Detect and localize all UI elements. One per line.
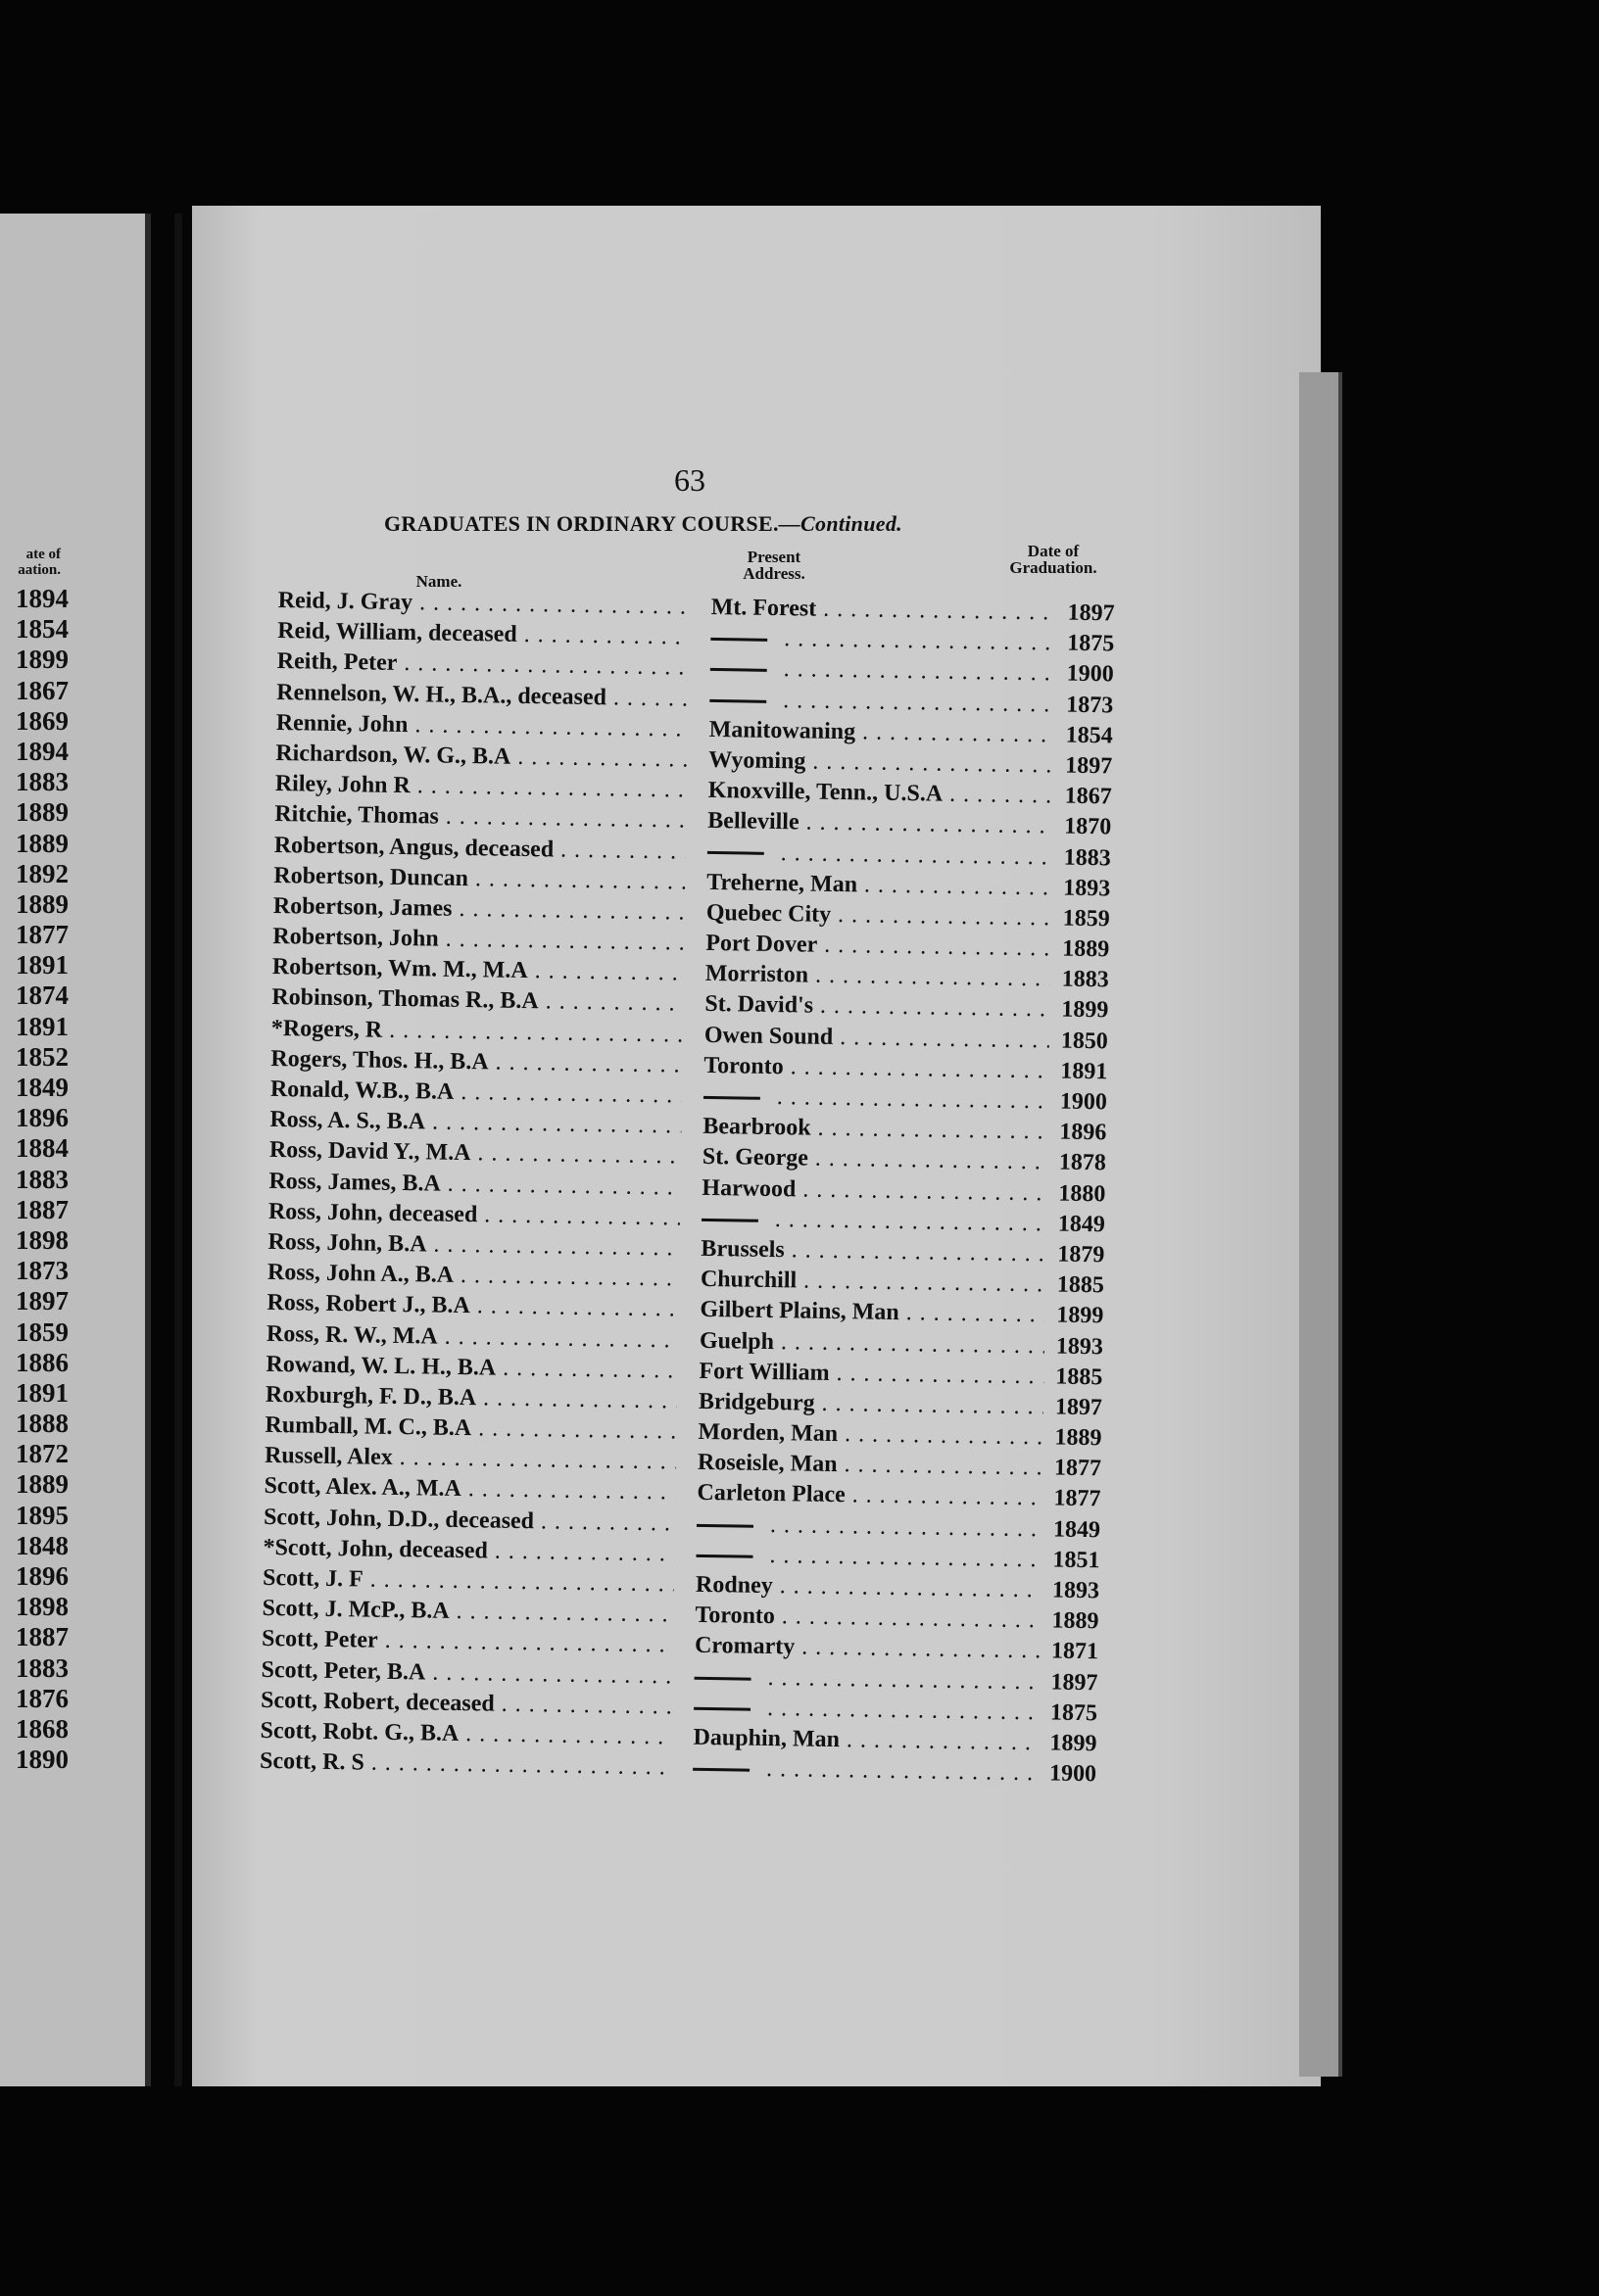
column-header-address: Present Address.: [743, 548, 805, 583]
graduate-name-text: *Rogers, R: [270, 1015, 383, 1043]
graduate-name-text: Ross, A. S., B.A: [269, 1107, 426, 1135]
graduate-name-text: Scott, Robt. G., B.A: [260, 1717, 460, 1746]
previous-page-year: 1883: [16, 1164, 69, 1194]
graduate-name-text: Rowand, W. L. H., B.A: [266, 1351, 497, 1381]
previous-page-year: 1873: [16, 1256, 69, 1286]
graduate-year: 1889: [1051, 1607, 1099, 1635]
previous-page-year: 1896: [16, 1561, 69, 1591]
graduate-year: 1896: [1059, 1119, 1107, 1146]
graduate-year: 1851: [1052, 1547, 1100, 1574]
graduate-name-text: Scott, Peter, B.A: [261, 1656, 426, 1686]
graduate-year: 1867: [1064, 783, 1112, 810]
graduate-year: 1883: [1061, 966, 1109, 993]
graduates-list: [260, 586, 1131, 1791]
graduate-year: 1897: [1067, 599, 1115, 627]
previous-page-year: 1897: [16, 1286, 69, 1316]
graduate-address-text: Roseisle, Man: [697, 1450, 838, 1478]
previous-page-year: 1869: [16, 705, 69, 736]
ditto-dash: [702, 1219, 758, 1222]
graduate-year: 1879: [1057, 1241, 1105, 1268]
graduate-address-text: Guelph: [699, 1327, 775, 1355]
ditto-dash: [697, 1523, 753, 1527]
graduate-name-text: Scott, J. McP., B.A: [262, 1596, 450, 1625]
graduate-name-text: Ross, James, B.A: [268, 1168, 441, 1197]
graduate-name-text: Rennie, John: [275, 709, 409, 738]
graduate-year: 1849: [1052, 1516, 1101, 1543]
graduate-address-text: Harwood: [702, 1174, 797, 1202]
previous-page-year: 1876: [16, 1683, 69, 1713]
ditto-dash: [694, 1707, 751, 1711]
page-edge: [1299, 372, 1342, 2077]
graduate-year: 1871: [1050, 1638, 1099, 1665]
graduate-address-text: Brussels: [701, 1235, 785, 1264]
column-header-date: Date of Graduation.: [1009, 542, 1097, 577]
graduate-name-text: Ross, John A., B.A: [266, 1260, 455, 1289]
previous-page: [0, 214, 151, 2086]
graduate-year: 1870: [1064, 813, 1112, 840]
graduate-year: 1900: [1059, 1088, 1108, 1116]
graduate-address-text: Bearbrook: [703, 1114, 811, 1141]
previous-page-year: 1867: [16, 675, 69, 705]
graduate-address-text: Port Dover: [705, 930, 818, 958]
graduate-address-text: Morden, Man: [698, 1418, 839, 1448]
previous-page-year: 1896: [16, 1103, 69, 1133]
graduate-name-text: Scott, Robert, deceased: [260, 1687, 495, 1717]
graduate-address-text: Toronto: [695, 1602, 776, 1630]
graduate-year: 1859: [1062, 905, 1110, 933]
graduate-name-text: Robertson, Wm. M., M.A: [271, 954, 528, 984]
graduate-name-text: Roxburgh, F. D., B.A: [265, 1381, 477, 1411]
previous-page-year: 1894: [16, 584, 69, 613]
graduate-address-text: Morriston: [704, 961, 809, 988]
graduate-year: 1885: [1055, 1363, 1103, 1391]
ditto-dash: [710, 638, 767, 642]
previous-page-year: 1883: [16, 1652, 69, 1683]
ditto-dash: [695, 1676, 751, 1680]
previous-page-year: 1884: [16, 1133, 69, 1164]
graduate-year: 1873: [1065, 692, 1114, 718]
graduate-name-text: Rennelson, W. H., B.A., deceased: [276, 679, 607, 710]
graduate-name-text: *Scott, John, deceased: [263, 1534, 489, 1564]
graduate-name-text: Reid, J. Gray: [277, 587, 413, 616]
graduate-address-text: Fort William: [699, 1358, 830, 1386]
ditto-dash: [693, 1768, 750, 1772]
previous-page-year: 1874: [16, 981, 69, 1011]
previous-page-years: [0, 584, 69, 1775]
graduate-year: 1893: [1063, 875, 1111, 902]
previous-page-date-header: ate of aation.: [18, 547, 61, 578]
graduate-year: 1885: [1056, 1271, 1105, 1299]
graduate-name-text: Robinson, Thomas R., B.A: [271, 984, 539, 1015]
previous-page-year: 1883: [16, 767, 69, 797]
previous-page-year: 1891: [16, 1377, 69, 1408]
graduate-name-text: Reith, Peter: [276, 648, 398, 677]
previous-page-year: 1887: [16, 1194, 69, 1224]
graduate-name-text: Ross, John, B.A: [267, 1228, 427, 1258]
graduate-name-text: Scott, Alex. A., M.A: [264, 1473, 462, 1503]
graduate-address-text: Churchill: [700, 1266, 798, 1294]
previous-page-year: 1877: [16, 920, 69, 950]
previous-page-year: 1889: [16, 828, 69, 858]
graduate-year: 1850: [1060, 1028, 1109, 1054]
graduate-year: 1883: [1063, 844, 1111, 871]
heading-continued: —Continued.: [778, 511, 902, 536]
previous-page-year: 1859: [16, 1316, 69, 1347]
ditto-dash: [703, 1096, 760, 1100]
graduate-year: 1875: [1066, 630, 1115, 657]
column-header-name: Name.: [415, 572, 462, 591]
previous-page-year: 1891: [16, 1011, 69, 1041]
previous-page-year: 1890: [16, 1745, 69, 1775]
graduate-address-text: Quebec City: [705, 899, 832, 928]
graduate-name-text: Robertson, James: [272, 892, 453, 922]
graduate-name-text: Rumball, M. C., B.A: [265, 1411, 472, 1442]
graduate-address-text: Carleton Place: [697, 1480, 846, 1508]
graduate-address-text: Dauphin, Man: [693, 1724, 841, 1753]
previous-page-year: 1899: [16, 645, 69, 675]
graduate-year: 1899: [1049, 1730, 1097, 1757]
previous-page-year: 1898: [16, 1592, 69, 1622]
page-number: 63: [674, 462, 705, 498]
graduate-address-text: Belleville: [707, 808, 800, 836]
graduate-year: 1893: [1055, 1333, 1104, 1360]
previous-page-year: 1886: [16, 1347, 69, 1377]
graduate-year: 1897: [1065, 752, 1113, 780]
previous-page-year: 1892: [16, 858, 69, 888]
graduate-name-text: Robertson, John: [272, 924, 439, 952]
graduate-address-text: Rodney: [695, 1571, 773, 1600]
graduate-address-text: Gilbert Plains, Man: [700, 1297, 899, 1326]
previous-page-year: 1872: [16, 1439, 69, 1469]
graduate-address-text: Knoxville, Tenn., U.S.A: [707, 778, 944, 807]
previous-page-year: 1849: [16, 1073, 69, 1102]
ditto-dash: [707, 851, 764, 855]
graduate-name-text: Ross, John, deceased: [267, 1198, 478, 1228]
graduate-name-text: Robertson, Angus, deceased: [273, 832, 555, 862]
graduate-year: 1889: [1054, 1424, 1102, 1452]
graduate-year: 1900: [1066, 661, 1114, 688]
graduate-name-text: Scott, John, D.D., deceased: [263, 1504, 535, 1534]
graduate-name-text: Richardson, W. G., B.A: [275, 740, 511, 770]
previous-page-year: 1854: [16, 614, 69, 645]
previous-page-year: 1895: [16, 1500, 69, 1530]
graduate-name-text: Ritchie, Thomas: [274, 801, 440, 830]
ditto-dash: [696, 1555, 752, 1558]
graduate-name-text: Ross, Robert J., B.A: [266, 1290, 471, 1319]
graduate-name-text: Scott, J. F: [262, 1564, 363, 1593]
previous-page-year: 1889: [16, 1469, 69, 1500]
previous-page-year: 1889: [16, 888, 69, 919]
graduate-name-text: Robertson, Duncan: [273, 862, 469, 891]
graduate-name-text: Ross, David Y., M.A: [268, 1137, 471, 1167]
graduate-year: 1880: [1058, 1180, 1106, 1207]
graduate-address-text: Manitowaning: [708, 716, 856, 745]
graduate-year: 1891: [1060, 1058, 1108, 1085]
graduate-year: 1889: [1062, 935, 1110, 963]
page-heading: [384, 511, 1011, 537]
previous-page-year: 1898: [16, 1224, 69, 1255]
graduate-name-text: Reid, William, deceased: [277, 618, 517, 648]
graduate-year: 1900: [1048, 1760, 1097, 1788]
previous-page-year: 1891: [16, 950, 69, 981]
graduate-year: 1875: [1049, 1699, 1098, 1727]
previous-page-year: 1868: [16, 1713, 69, 1744]
previous-page-year: 1894: [16, 736, 69, 766]
ditto-dash: [709, 698, 766, 702]
graduate-year: 1897: [1054, 1394, 1103, 1421]
previous-page-year: 1889: [16, 797, 69, 828]
book-gutter: [174, 214, 182, 2086]
graduate-year: 1899: [1056, 1302, 1104, 1329]
graduate-name-text: Ronald, W.B., B.A: [269, 1076, 455, 1105]
graduate-address-text: St. George: [702, 1144, 809, 1172]
graduate-year: 1877: [1053, 1485, 1101, 1512]
graduate-name-text: Scott, R. S: [259, 1747, 365, 1776]
graduate-year: 1899: [1061, 997, 1109, 1024]
graduate-address-text: Mt. Forest: [710, 594, 817, 622]
graduate-year: 1854: [1065, 722, 1113, 749]
graduate-year: 1878: [1058, 1149, 1107, 1176]
previous-page-year: 1887: [16, 1622, 69, 1652]
graduate-name-text: Riley, John R: [274, 771, 412, 799]
graduate-year: 1897: [1050, 1669, 1098, 1696]
graduate-name-text: Ross, R. W., M.A: [266, 1320, 438, 1350]
graduate-address-text: Bridgeburg: [698, 1388, 815, 1416]
graduate-address-text: Wyoming: [708, 746, 806, 775]
graduate-year: 1849: [1057, 1211, 1106, 1238]
ditto-dash: [710, 668, 767, 672]
graduate-name-text: Scott, Peter: [261, 1626, 378, 1654]
previous-page-year: 1888: [16, 1409, 69, 1439]
graduate-address-text: Owen Sound: [703, 1022, 834, 1050]
graduate-name: [260, 1746, 671, 1784]
graduate-year: 1893: [1051, 1577, 1100, 1604]
graduate-address-text: Treherne, Man: [706, 869, 858, 898]
previous-page-year: 1848: [16, 1530, 69, 1560]
graduate-address-text: St. David's: [704, 991, 814, 1020]
graduate-address-text: Toronto: [703, 1052, 784, 1079]
graduate-name-text: Rogers, Thos. H., B.A: [270, 1045, 489, 1076]
heading-title: GRADUATES IN ORDINARY COURSE.: [384, 511, 779, 536]
previous-page-year: 1852: [16, 1041, 69, 1072]
graduate-year: 1877: [1053, 1455, 1102, 1482]
graduate-address: [693, 1753, 1038, 1790]
graduate-address-text: Cromarty: [694, 1633, 796, 1660]
graduate-name-text: Russell, Alex: [264, 1443, 393, 1471]
